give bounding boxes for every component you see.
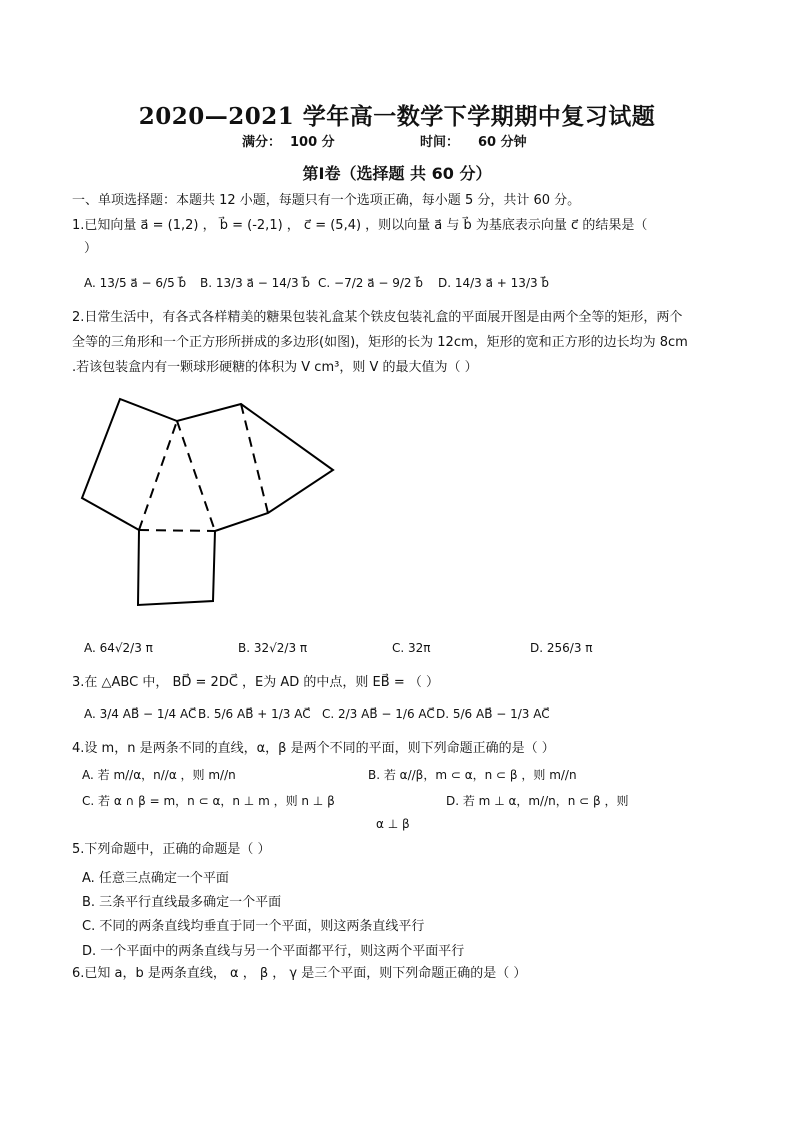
fold-line xyxy=(177,421,215,531)
q6-stem: 6.已知 a，b 是两条直线， α ， β ， γ 是三个平面，则下列命题正确的是（ ） xyxy=(72,966,527,981)
q4-option-d: D. 若 m ⊥ α，m//n，n ⊂ β ，则 xyxy=(446,794,629,808)
net-outline xyxy=(82,399,333,605)
score-label: 满分： xyxy=(242,135,282,150)
q2-stem-3: .若该包装盒内有一颗球形硬糖的体积为 V cm³，则 V 的最大值为（ ） xyxy=(72,360,478,375)
q1-option-d: D. 14/3 a⃗ + 13/3 b⃗ xyxy=(438,276,550,290)
q3-option-b: B. 5/6 AB⃗ + 1/3 AC⃗ xyxy=(198,707,311,721)
q4-option-d-cont: α ⊥ β xyxy=(376,817,410,831)
q3-option-d: D. 5/6 AB⃗ − 1/3 AC⃗ xyxy=(436,707,550,721)
q1-option-b: B. 13/3 a⃗ − 14/3 b⃗ xyxy=(200,276,311,290)
box-net-figure xyxy=(76,390,346,614)
q5-option-a: A. 任意三点确定一个平面 xyxy=(82,871,229,886)
q5-option-c: C. 不同的两条直线均垂直于同一个平面，则这两条直线平行 xyxy=(82,919,425,934)
q4-option-c: C. 若 α ∩ β = m，n ⊂ α，n ⊥ m ，则 n ⊥ β xyxy=(82,794,335,808)
section-instruction: 一、单项选择题：本题共 12 小题，每题只有一个选项正确，每小题 5 分，共计 60 分。 xyxy=(72,193,581,208)
q1-stem-cont: ） xyxy=(84,241,98,256)
q3-stem: 3.在 △ABC 中， BD⃗ = 2DC⃗ ，E为 AD 的中点，则 EB⃗ = （ ） xyxy=(72,675,439,690)
time-value: 60 分钟 xyxy=(478,135,527,150)
q4-option-a: A. 若 m//α，n//α ，则 m//n xyxy=(82,768,236,782)
q1-option-a: A. 13/5 a⃗ − 6/5 b⃗ xyxy=(84,276,187,290)
score-value: 100 分 xyxy=(290,135,335,150)
section-title: 第Ⅰ卷（选择题 共 60 分） xyxy=(302,164,492,183)
q2-option-a: A. 64√2/3 π xyxy=(84,641,153,655)
q5-option-d: D. 一个平面中的两条直线与另一个平面都平行，则这两个平面平行 xyxy=(82,944,465,959)
q2-option-c: C. 32π xyxy=(392,641,431,655)
q3-option-c: C. 2/3 AB⃗ − 1/6 AC⃗ xyxy=(322,707,435,721)
q4-option-b: B. 若 α//β，m ⊂ α，n ⊂ β ，则 m//n xyxy=(368,768,577,782)
q1-stem: 1.已知向量 a⃗ = (1,2) ， b⃗ = (-2,1) ， c⃗ = (5,4) ，则以向量 a⃗ 与 b⃗ 为基底表示向量 c⃗ 的结果是（ xyxy=(72,218,648,233)
q3-option-a: A. 3/4 AB⃗ − 1/4 AC⃗ xyxy=(84,707,197,721)
q2-stem-2: 全等的三角形和一个正方形所拼成的多边形(如图)，矩形的长为 12cm，矩形的宽和正方形的边长均为 8cm xyxy=(72,335,688,350)
time-label: 时间： xyxy=(420,135,460,150)
q2-option-d: D. 256/3 π xyxy=(530,641,593,655)
q1-option-c: C. −7/2 a⃗ − 9/2 b⃗ xyxy=(318,276,423,290)
q5-option-b: B. 三条平行直线最多确定一个平面 xyxy=(82,895,282,910)
fold-line xyxy=(139,530,215,531)
q5-stem: 5.下列命题中，正确的命题是（ ） xyxy=(72,842,271,857)
exam-title: 2020—2021 学年高一数学下学期期中复习试题 xyxy=(138,103,656,130)
q2-option-b: B. 32√2/3 π xyxy=(238,641,308,655)
fold-line xyxy=(139,421,177,530)
q2-stem-1: 2.日常生活中，有各式各样精美的糖果包装礼盒某个铁皮包装礼盒的平面展开图是由两个全等的矩形，两个 xyxy=(72,310,683,325)
q4-stem: 4.设 m，n 是两条不同的直线，α，β 是两个不同的平面，则下列命题正确的是（ ） xyxy=(72,741,555,756)
